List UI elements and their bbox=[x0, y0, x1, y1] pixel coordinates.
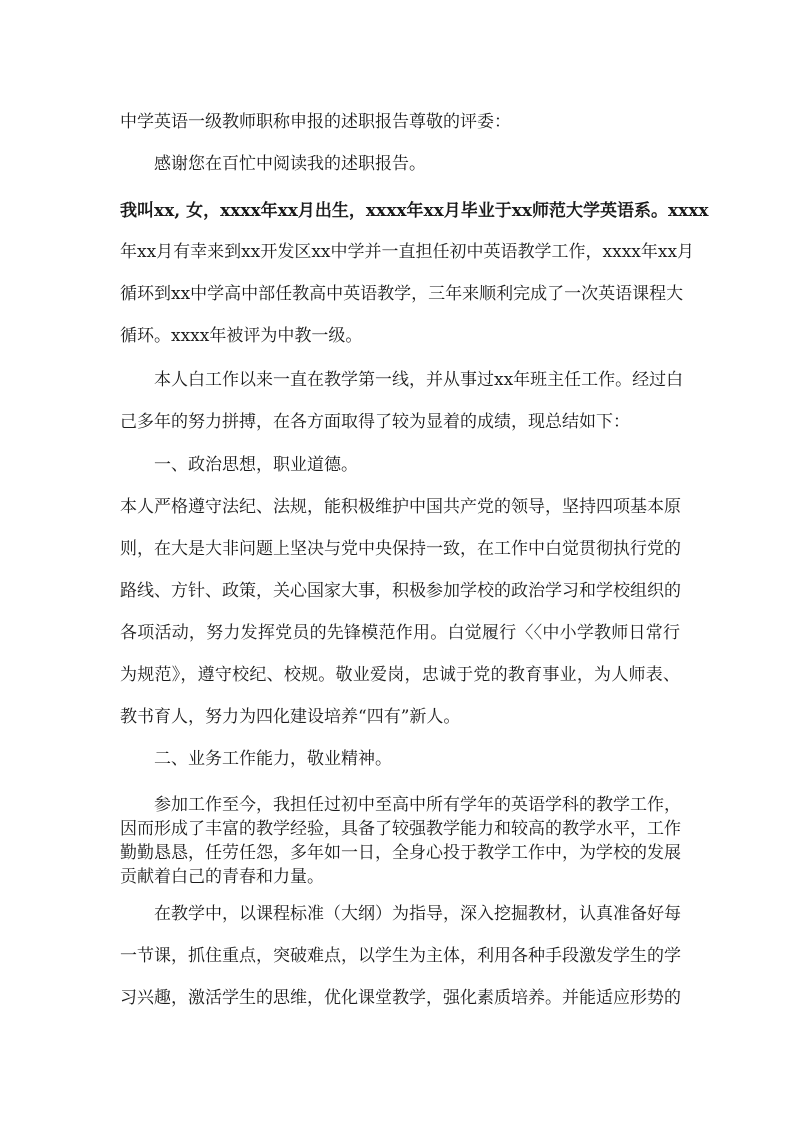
section-heading-work: 二、业务工作能力，敬业精神。 bbox=[154, 749, 392, 769]
intro-line: 我叫xx, 女，xxxx年xx月出生，xxxx年xx月毕业于xx师范大学英语系。xxxx bbox=[120, 201, 709, 221]
section3-line: 一节课，抓住重点，突破难点，以学生为主体，利用各种手段激发学生的学 bbox=[120, 946, 681, 966]
section3-line: 习兴趣，激活学生的思维，优化课堂教学，强化素质培养。并能适应形势的 bbox=[120, 988, 681, 1008]
summary-line: 本人白工作以来一直在教学第一线，并从事过xx年班主任工作。经过白 bbox=[154, 370, 684, 390]
section2-line: 参加工作至今，我担任过初中至高中所有学年的英语学科的教学工作， bbox=[154, 795, 681, 815]
section1-line: 教书育人，努力为四化建设培养“四有”新人。 bbox=[120, 707, 461, 727]
section1-line: 路线、方针、政策，关心国家大事，积极参加学校的政治学习和学校组织的 bbox=[120, 581, 681, 601]
intro-line: 循环到xx中学高中部任教高中英语教学，三年来顺利完成了一次英语课程大 bbox=[120, 284, 684, 304]
section-heading-politics: 一、政治思想，职业道德。 bbox=[154, 455, 358, 475]
section2-line: 因而形成了丰富的教学经验，具备了较强教学能力和较高的教学水平，工作 bbox=[120, 819, 681, 839]
section2-line: 贡献着白己的青春和力量。 bbox=[120, 867, 324, 887]
section1-line: 本人严格遵守法纪、法规，能积极维护中国共产党的领导，坚持四项基本原 bbox=[120, 497, 681, 517]
intro-line: 循环。xxxx年被评为中教一级。 bbox=[120, 326, 363, 346]
section1-line: 各项活动，努力发挥党员的先锋模范作用。白觉履行〈〈中小学教师日常行 bbox=[120, 623, 680, 643]
section3-line: 在教学中，以课程标准（大纲）为指导，深入挖掘教材，认真准备好每 bbox=[154, 904, 681, 924]
report-title-line: 中学英语一级教师职称申报的述职报告尊敬的评委： bbox=[120, 112, 511, 132]
section1-line: 为规范》，遵守校纪、校规。敬业爱岗，忠诚于党的教育事业，为人师表、 bbox=[120, 665, 680, 685]
intro-line: 年xx月有幸来到xx开发区xx中学并一直担任初中英语教学工作，xxxx年xx月 bbox=[120, 242, 695, 262]
summary-line: 己多年的努力拼搏，在各方面取得了较为显着的成绩，现总结如下： bbox=[120, 412, 630, 432]
section2-line: 勤勤恳恳，任劳任怨，多年如一日，全身心投于教学工作中，为学校的发展 bbox=[120, 843, 681, 863]
thanks-paragraph: 感谢您在百忙中阅读我的述职报告。 bbox=[154, 154, 426, 174]
section1-line: 则，在大是大非问题上坚决与党中央保持一致，在工作中白觉贯彻执行党的 bbox=[120, 539, 681, 559]
